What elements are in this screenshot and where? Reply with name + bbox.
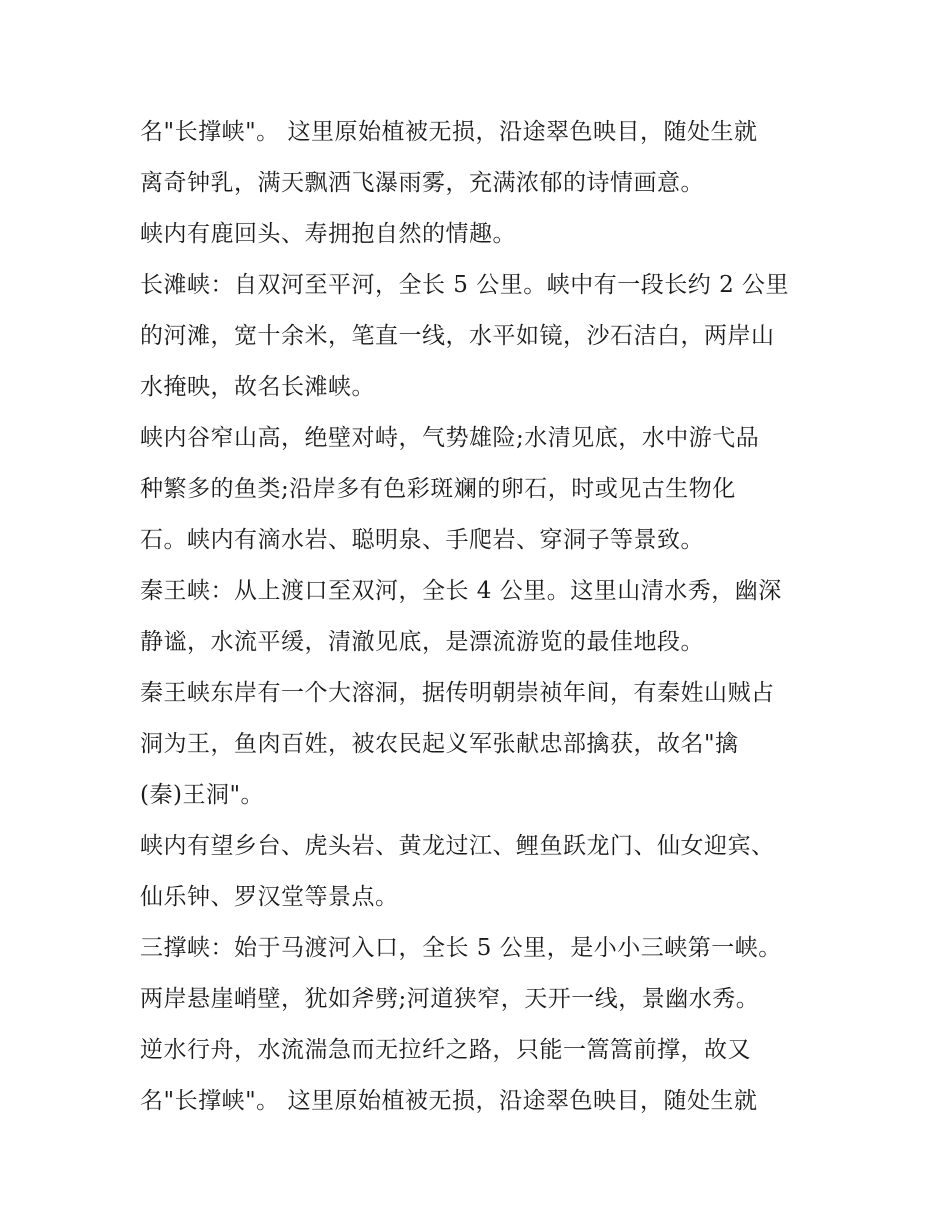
document-body: [140, 107, 830, 1127]
text-line: 秦王峡东岸有一个大溶洞，据传明朝崇祯年间，有秦姓山贼占: [140, 680, 775, 706]
text-line: 洞为王，鱼肉百姓，被农民起义军张献忠部擒获，故名"擒: [140, 731, 739, 757]
text-line: 种繁多的鱼类;沿岸多有色彩斑斓的卵石，时或见古生物化: [140, 476, 736, 502]
text-line: 峡内有鹿回头、寿拥抱自然的情趣。: [140, 221, 516, 247]
text-line: 离奇钟乳，满天飘洒飞瀑雨雾，充满浓郁的诗情画意。: [140, 170, 704, 196]
text-line: 石。峡内有滴水岩、聪明泉、手爬岩、穿洞子等景致。: [140, 527, 704, 553]
text-line: 逆水行舟，水流湍急而无拉纤之路，只能一篙篙前撑，故又: [140, 1037, 751, 1063]
text-line: 峡内有望乡台、虎头岩、黄龙过江、鲤鱼跃龙门、仙女迎宾、: [140, 833, 775, 859]
text-line: 三撑峡：始于马渡河入口，全长 5 公里，是小小三峡第一峡。: [140, 935, 782, 961]
text-line: 名"长撑峡"。 这里原始植被无损，沿途翠色映目，随处生就: [140, 119, 758, 145]
text-line: 峡内谷窄山高，绝壁对峙，气势雄险;水清见底，水中游弋品: [140, 425, 760, 451]
text-line: (秦)王洞"。: [140, 782, 265, 808]
text-line: 仙乐钟、罗汉堂等景点。: [140, 884, 399, 910]
text-line: 两岸悬崖峭壁，犹如斧劈;河道狭窄，天开一线，景幽水秀。: [140, 986, 760, 1012]
text-line: 名"长撑峡"。 这里原始植被无损，沿途翠色映目，随处生就: [140, 1088, 758, 1114]
text-line: 秦王峡：从上渡口至双河，全长 4 公里。这里山清水秀，幽深: [140, 578, 782, 604]
text-line: 水掩映，故名长滩峡。: [140, 374, 375, 400]
text-line: 的河滩，宽十余米，笔直一线，水平如镜，沙石洁白，两岸山: [140, 323, 775, 349]
text-line: 长滩峡：自双河至平河，全长 5 公里。峡中有一段长约 2 公里: [140, 272, 790, 298]
text-line: 静谧，水流平缓，清澈见底，是漂流游览的最佳地段。: [140, 629, 704, 655]
